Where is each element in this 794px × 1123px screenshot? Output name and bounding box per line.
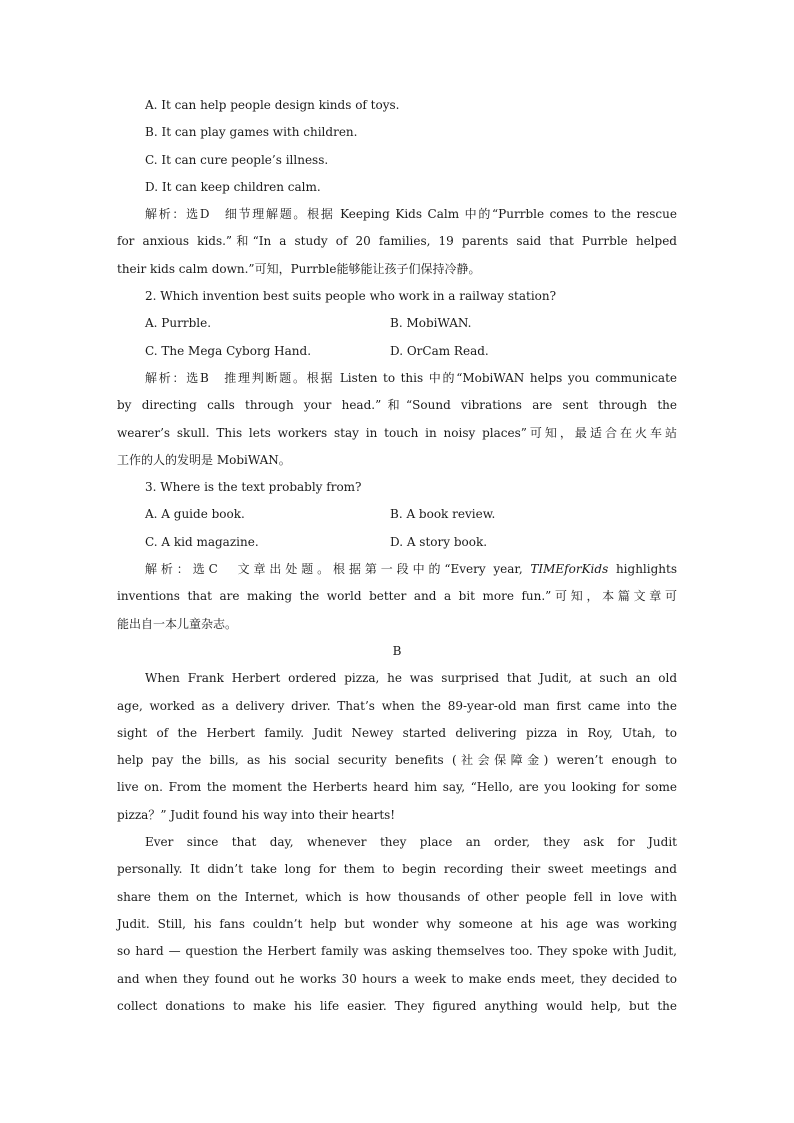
q3-explain-line-3: 能出自一本儿童杂志。 bbox=[117, 616, 238, 631]
q3-explain-line-1 bbox=[117, 556, 677, 583]
para2-line-2: personally. It didn’t take long for them to begin recording their sweet meetings and bbox=[117, 862, 677, 877]
q3-question: 3. Where is the text probably from? bbox=[145, 480, 362, 495]
para1-line-5: live on. From the moment the Herberts heard him say, “Hello, are you looking for some bbox=[117, 780, 677, 795]
q3-explain-italic: TIMEforKids bbox=[530, 562, 609, 577]
q3-option-b: B. A book review. bbox=[390, 507, 496, 522]
q3-explain-pre: 解析：选C 文章出处题。根据第一段中的“Every year, bbox=[145, 562, 531, 577]
q2-explain-line-3: wearer’s skull. This lets workers stay in touch in noisy places”可知，最适合在火车站 bbox=[117, 425, 677, 440]
q3-option-c: C. A kid magazine. bbox=[145, 534, 259, 549]
q1-option-a: A. It can help people design kinds of toys. bbox=[145, 98, 400, 112]
q3-explain-post: highlights bbox=[608, 562, 677, 577]
q2-question: 2. Which invention best suits people who work in a railway station? bbox=[145, 289, 557, 304]
page-content bbox=[117, 92, 677, 1020]
q1-option-d: D. It can keep children calm. bbox=[145, 179, 321, 194]
para2-line-7: collect donations to make his life easier. They figured anything would help, but the bbox=[117, 998, 677, 1013]
para1-line-3: sight of the Herbert family. Judit Newey started delivering pizza in Roy, Utah, to bbox=[117, 725, 677, 740]
q3-option-d: D. A story book. bbox=[390, 534, 488, 549]
q3-options-row-1 bbox=[117, 501, 677, 528]
q3-option-a: A. A guide book. bbox=[145, 507, 245, 522]
section-heading: B bbox=[392, 643, 402, 658]
q1-explain-line-2: for anxious kids.”和“In a study of 20 families, 19 parents said that Purrble helped bbox=[117, 234, 677, 249]
para1-line-6: pizza？” Judit found his way into their hearts! bbox=[117, 807, 396, 822]
q2-explain-line-1: 解析：选B 推理判断题。根据 Listen to this 中的“MobiWAN helps you communicate bbox=[145, 370, 677, 385]
para2-line-5: so hard — question the Herbert family was asking themselves too. They spoke with Judit, bbox=[117, 944, 677, 959]
q3-options-row-2 bbox=[117, 529, 677, 556]
q1-explain-line-3: their kids calm down.”可知，Purrble能够能让孩子们保持冷静。 bbox=[117, 261, 481, 276]
q3-explain-line-2: inventions that are making the world better and a bit more fun.”可知，本篇文章可 bbox=[117, 589, 677, 604]
para1-line-2: age, worked as a delivery driver. That’s when the 89-year-old man first came into the bbox=[117, 698, 677, 713]
q1-option-b: B. It can play games with children. bbox=[145, 125, 358, 140]
q1-explain-line-1: 解析：选D 细节理解题。根据 Keeping Kids Calm 中的“Purrble comes to the rescue bbox=[145, 207, 677, 222]
q2-option-d: D. OrCam Read. bbox=[390, 343, 489, 358]
q2-option-c: C. The Mega Cyborg Hand. bbox=[145, 343, 312, 358]
q1-option-c: C. It can cure people’s illness. bbox=[145, 152, 329, 167]
q2-options-row-1 bbox=[117, 310, 677, 337]
para2-line-4: Judit. Still, his fans couldn’t help but wonder why someone at his age was working bbox=[117, 916, 677, 931]
para1-line-1: When Frank Herbert ordered pizza, he was surprised that Judit, at such an old bbox=[145, 671, 677, 686]
q2-option-b: B. MobiWAN. bbox=[390, 316, 472, 331]
para2-line-3: share them on the Internet, which is how thousands of other people fell in love with bbox=[117, 889, 677, 904]
q2-option-a: A. Purrble. bbox=[145, 316, 212, 331]
para2-line-6: and when they found out he works 30 hours a week to make ends meet, they decided to bbox=[117, 971, 677, 986]
q2-options-row-2 bbox=[117, 338, 677, 365]
para1-line-4: help pay the bills, as his social security benefits (社会保障金) weren’t enough to bbox=[117, 753, 677, 768]
para2-line-1: Ever since that day, whenever they place an order, they ask for Judit bbox=[145, 835, 677, 850]
q2-explain-line-4: 工作的人的发明是 MobiWAN。 bbox=[117, 452, 291, 467]
q2-explain-line-2: by directing calls through your head.”和“Sound vibrations are sent through the bbox=[117, 398, 677, 413]
